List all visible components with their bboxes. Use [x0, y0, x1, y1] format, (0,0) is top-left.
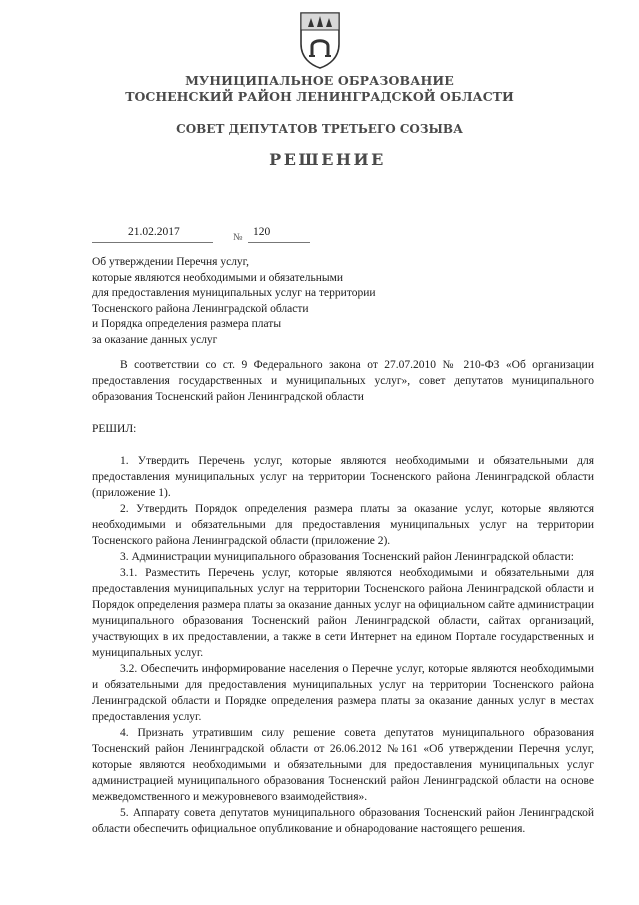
date-underline	[92, 242, 213, 243]
number-underline	[248, 242, 310, 243]
council-name: СОВЕТ ДЕПУТАТОВ ТРЕТЬЕГО СОЗЫВА	[176, 122, 463, 136]
subject-line: которые являются необходимыми и обязательными	[92, 271, 344, 284]
document-subject	[92, 255, 452, 349]
subject-line: и Порядка определения размера платы	[92, 318, 282, 331]
org-name-line1: МУНИЦИПАЛЬНОЕ ОБРАЗОВАНИЕ	[185, 73, 454, 88]
resolution-item-4: 4. Признать утратившим силу решение совета депутатов муниципального образования Тосненский район Ленинградской области от 26.06.2012 №161 «Об утверждении Перечня услуг, которые являются необходимыми и обязательными для предоставления муниципальных услуг администрацией муниципального образования Тосненский район Ленинградской области на основе межведомственного и межуровневого взаимодействия».	[92, 727, 594, 803]
document-type-title: РЕШЕНИЕ	[269, 150, 386, 169]
subject-line: для предоставления муниципальных услуг на территории	[92, 287, 376, 300]
preamble-paragraph: В соответствии со ст. 9 Федерального закона от 27.07.2010 № 210-ФЗ «Об организации предоставления государственных и муниципальных услуг», совет депутатов муниципального образования Тосненский район Ленинградской области	[92, 359, 594, 403]
subject-line: за оказание данных услуг	[92, 333, 218, 346]
document-date: 21.02.2017	[128, 226, 180, 238]
resolution-item-3: 3. Администрации муниципального образования Тосненский район Ленинградской области:	[120, 551, 574, 563]
document-number: 120	[253, 226, 271, 238]
resolution-item-2: 2. Утвердить Порядок определения размера платы за оказание услуг, которые являются необходимыми и обязательными для предоставления муниципальных услуг на территории Тосненского района Ленинградской области (приложение 2).	[92, 503, 594, 547]
coat-of-arms-icon	[298, 10, 342, 70]
subject-line: Об утверждении Перечня услуг,	[92, 256, 249, 268]
date-number-line	[92, 226, 322, 248]
resolution-item-3-1: 3.1. Разместить Перечень услуг, которые являются необходимыми и обязательными для предоставления муниципальных услуг на территории Тосненского района Ленинградской области и Порядок определения размера платы за оказание данных услуг на официальном сайте администрации муниципального образования Тосненский район Ленинградской области, сайтах организаций, участвующих в их предоставлении, а также в сети Интернет на едином Портале государственных и муниципальных услуг.	[92, 567, 594, 659]
resolution-item-1: 1. Утвердить Перечень услуг, которые являются необходимыми и обязательными для предоставления муниципальных услуг на территории Тосненского района Ленинградской области (приложение 1).	[92, 455, 594, 499]
subject-line: Тосненского района Ленинградской области	[92, 302, 309, 315]
org-name-line2: ТОСНЕНСКИЙ РАЙОН ЛЕНИНГРАДСКОЙ ОБЛАСТИ	[125, 89, 514, 104]
resolution-item-5: 5. Аппарату совета депутатов муниципального образования Тосненский район Ленинградской области обеспечить официальное опубликование и обнародование настоящего решения.	[92, 807, 594, 835]
document-body	[92, 357, 594, 837]
decided-heading: РЕШИЛ:	[92, 423, 137, 435]
number-sign: №	[233, 232, 243, 243]
resolution-item-3-2: 3.2. Обеспечить информирование населения о Перечне услуг, которые являются необходимыми и обязательными для предоставления муниципальных услуг на территории Тосненского района Ленинградской области и Порядке определения размера платы за оказание данных услуг в местах предоставления услуг.	[92, 663, 594, 723]
